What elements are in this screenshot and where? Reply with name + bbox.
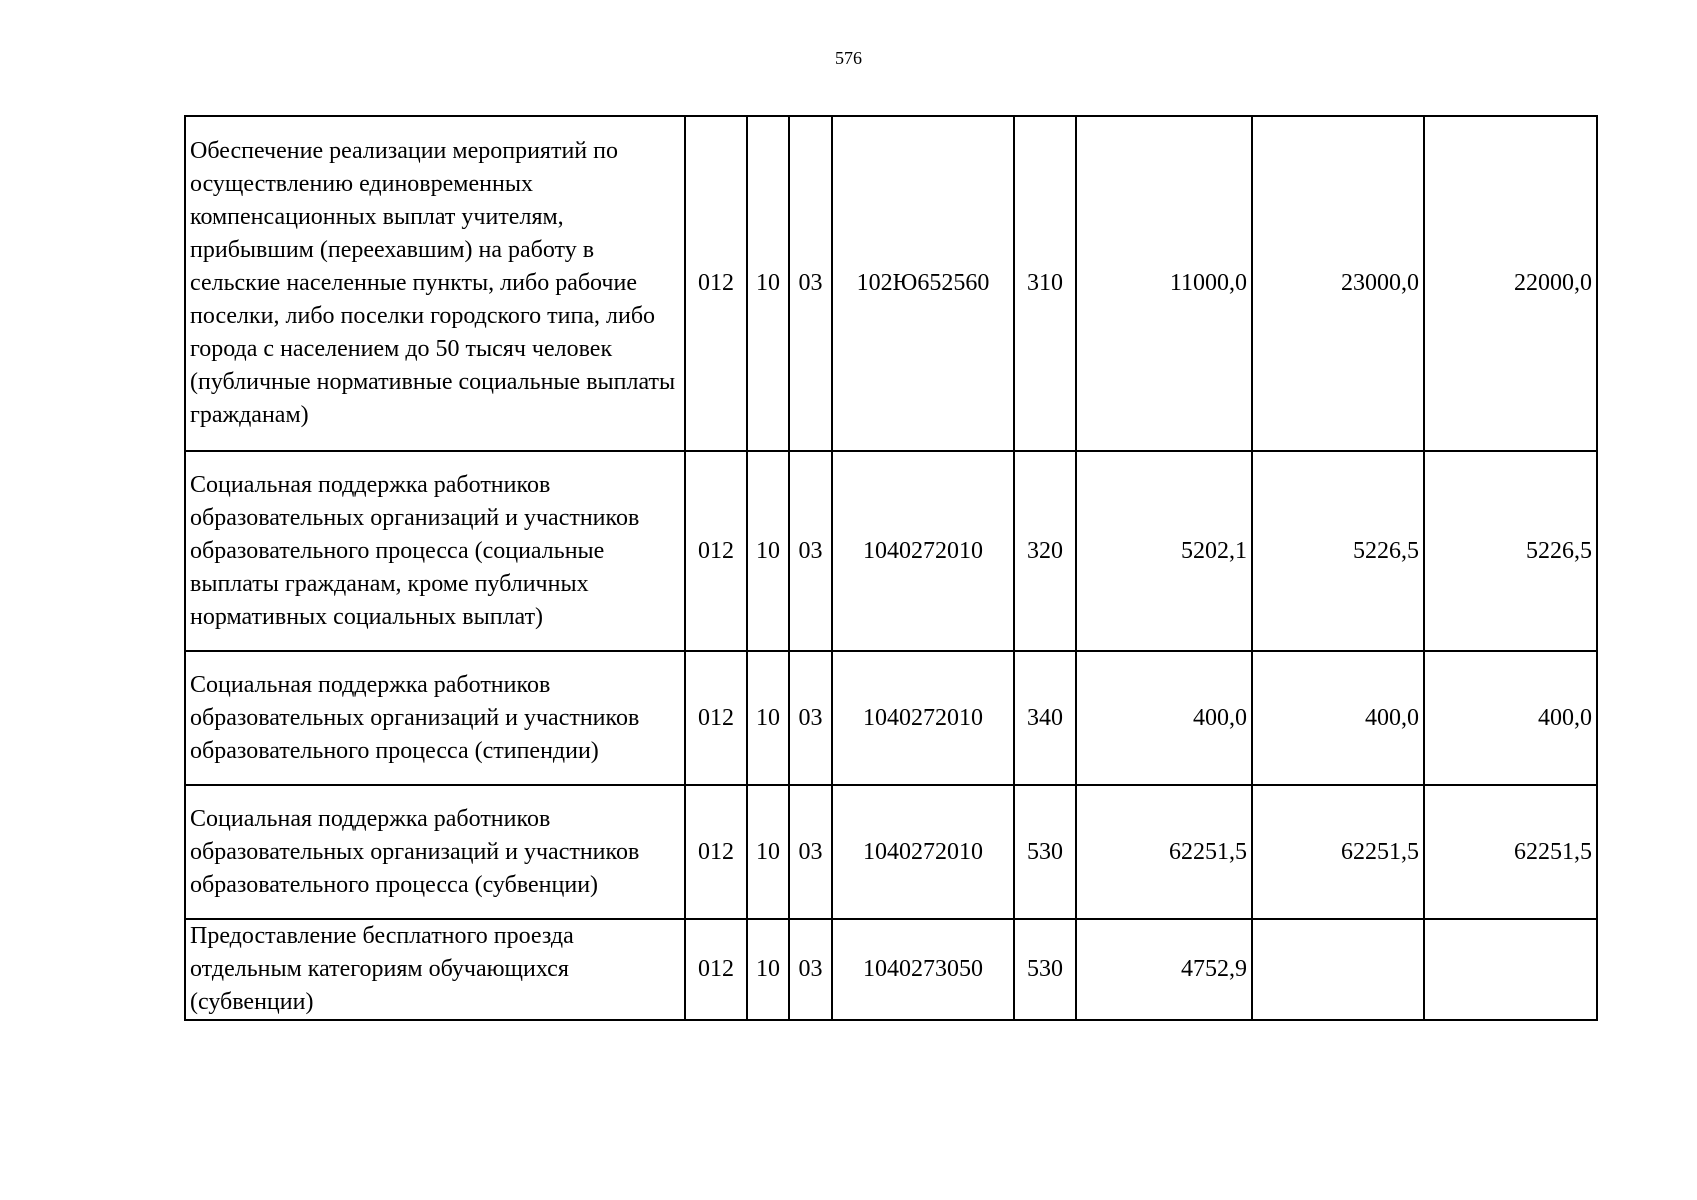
table-row xyxy=(185,651,1597,785)
target-article-cell: 1040272010 xyxy=(832,451,1014,651)
sum-year-2-cell: 23000,0 xyxy=(1252,116,1424,451)
sum-year-2-cell: 62251,5 xyxy=(1252,785,1424,919)
row-name-cell: Обеспечение реализации мероприятий по осуществлению единовременных компенсационных выплат учителям, прибывшим (переехавшим) на работу в сельские населенные пункты, либо рабочие поселки, либо поселки городского типа, либо города с населением до 50 тысяч человек (публичные нормативные социальные выплаты гражданам) xyxy=(185,116,685,451)
sum-year-3-cell xyxy=(1424,919,1597,1020)
sum-year-1-cell: 4752,9 xyxy=(1076,919,1252,1020)
expense-type-cell: 320 xyxy=(1014,451,1076,651)
sum-year-2-cell xyxy=(1252,919,1424,1020)
ministry-code-cell: 012 xyxy=(685,116,747,451)
table-row xyxy=(185,451,1597,651)
ministry-code-cell: 012 xyxy=(685,919,747,1020)
sum-year-1-cell: 400,0 xyxy=(1076,651,1252,785)
section-code-cell: 10 xyxy=(747,451,789,651)
subsection-code-cell: 03 xyxy=(789,785,832,919)
row-name-cell: Социальная поддержка работников образовательных организаций и участников образовательного процесса (социальные выплаты гражданам, кроме публичных нормативных социальных выплат) xyxy=(185,451,685,651)
expense-type-cell: 340 xyxy=(1014,651,1076,785)
row-name-cell: Социальная поддержка работников образовательных организаций и участников образовательного процесса (субвенции) xyxy=(185,785,685,919)
table-row xyxy=(185,116,1597,451)
section-code-cell: 10 xyxy=(747,116,789,451)
ministry-code-cell: 012 xyxy=(685,651,747,785)
target-article-cell: 1040273050 xyxy=(832,919,1014,1020)
section-code-cell: 10 xyxy=(747,651,789,785)
sum-year-2-cell: 400,0 xyxy=(1252,651,1424,785)
expense-type-cell: 310 xyxy=(1014,116,1076,451)
sum-year-2-cell: 5226,5 xyxy=(1252,451,1424,651)
budget-table xyxy=(184,115,1598,1021)
row-name-cell: Предоставление бесплатного проезда отдельным категориям обучающихся (субвенции) xyxy=(185,919,685,1020)
page-number: 576 xyxy=(835,48,862,68)
sum-year-3-cell: 62251,5 xyxy=(1424,785,1597,919)
row-name-cell: Социальная поддержка работников образовательных организаций и участников образовательного процесса (стипендии) xyxy=(185,651,685,785)
target-article-cell: 102Ю652560 xyxy=(832,116,1014,451)
sum-year-3-cell: 5226,5 xyxy=(1424,451,1597,651)
sum-year-1-cell: 5202,1 xyxy=(1076,451,1252,651)
subsection-code-cell: 03 xyxy=(789,116,832,451)
table-row xyxy=(185,785,1597,919)
section-code-cell: 10 xyxy=(747,785,789,919)
sum-year-1-cell: 11000,0 xyxy=(1076,116,1252,451)
target-article-cell: 1040272010 xyxy=(832,651,1014,785)
subsection-code-cell: 03 xyxy=(789,651,832,785)
sum-year-3-cell: 22000,0 xyxy=(1424,116,1597,451)
sum-year-1-cell: 62251,5 xyxy=(1076,785,1252,919)
subsection-code-cell: 03 xyxy=(789,451,832,651)
table-row xyxy=(185,919,1597,1020)
sum-year-3-cell: 400,0 xyxy=(1424,651,1597,785)
ministry-code-cell: 012 xyxy=(685,451,747,651)
ministry-code-cell: 012 xyxy=(685,785,747,919)
target-article-cell: 1040272010 xyxy=(832,785,1014,919)
expense-type-cell: 530 xyxy=(1014,919,1076,1020)
section-code-cell: 10 xyxy=(747,919,789,1020)
expense-type-cell: 530 xyxy=(1014,785,1076,919)
subsection-code-cell: 03 xyxy=(789,919,832,1020)
